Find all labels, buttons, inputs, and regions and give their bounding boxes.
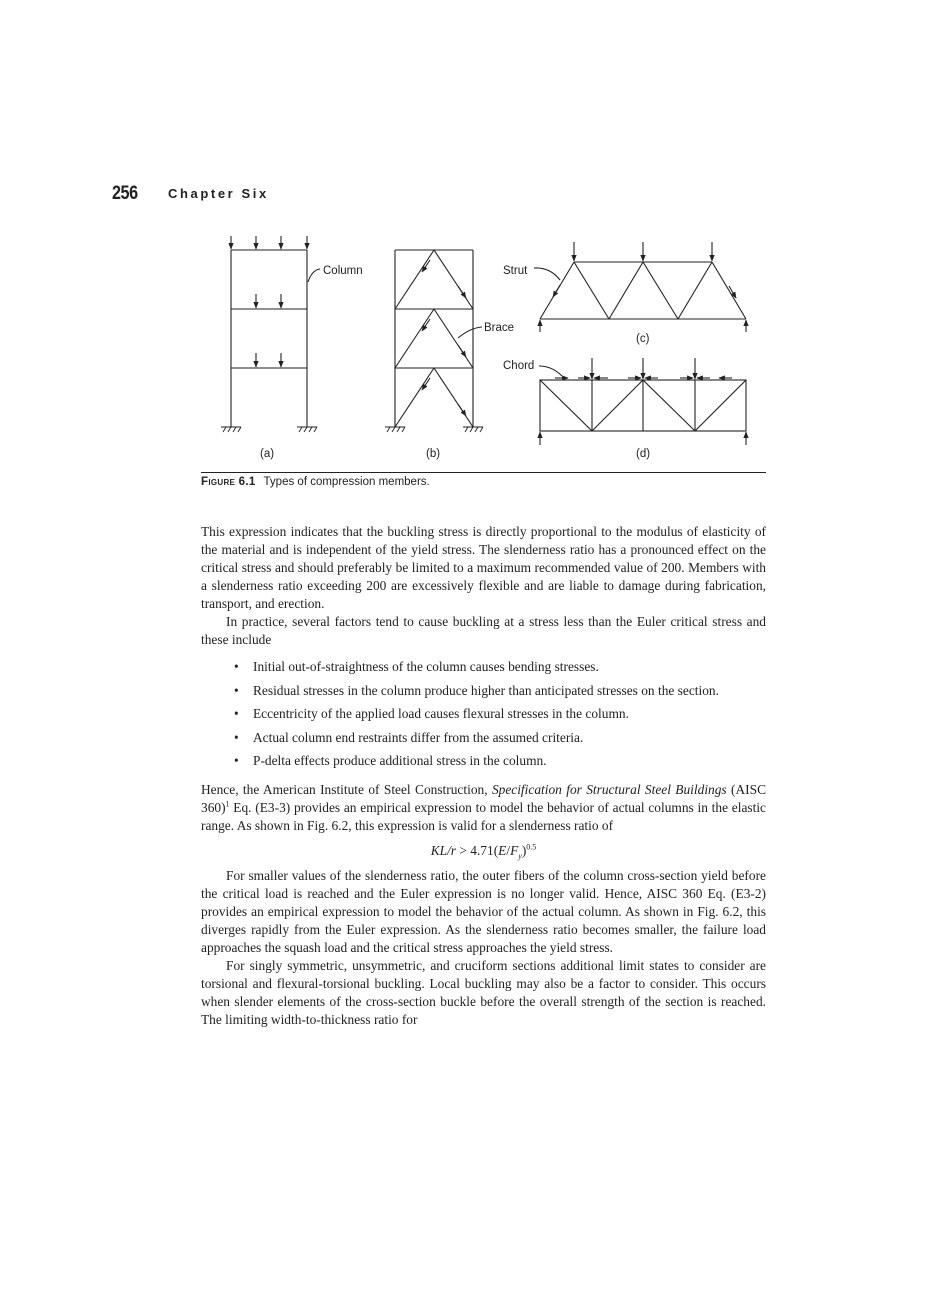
eq-slash: / bbox=[506, 843, 511, 858]
caption-rule bbox=[201, 472, 766, 473]
paragraph-5: For singly symmetric, unsymmetric, and cruciform sections additional limit states to consider are torsional and flexural-torsional buckling. Local buckling may also be a factor to consider. This occurs when slender elements of the cross-section buckle before the overall strength of the section is reached. The limiting width-to-thickness ratio for bbox=[201, 958, 766, 1027]
caption-label: Figure 6.1 bbox=[201, 476, 256, 488]
figure-caption bbox=[201, 476, 430, 488]
frame-a bbox=[221, 236, 320, 432]
eq-sub: y bbox=[518, 851, 522, 861]
figure-compression-members bbox=[200, 230, 770, 470]
p3-text-mid: (AISC 360) bbox=[201, 782, 766, 815]
label-strut: Strut bbox=[503, 265, 528, 277]
panel-label-c: (c) bbox=[636, 333, 650, 345]
bullet-list bbox=[201, 658, 766, 770]
panel-label-a: (a) bbox=[260, 448, 275, 460]
paragraph-3 bbox=[201, 781, 766, 835]
label-brace: Brace bbox=[484, 322, 515, 334]
panel-label-d: (d) bbox=[636, 448, 651, 460]
footnote-ref: 1 bbox=[225, 799, 230, 809]
paragraph-2: In practice, several factors tend to cause buckling at a stress less than the Euler critical stress and these include bbox=[201, 614, 766, 647]
chapter-title: Chapter Six bbox=[168, 186, 269, 201]
panel-label-b: (b) bbox=[426, 448, 441, 460]
frame-b bbox=[385, 250, 483, 432]
paragraph-4: For smaller values of the slenderness ratio, the outer fibers of the column cross-section yield before the critical load is reached and the Euler expression is no longer valid. Hence, AISC 360 Eq. (E3-2) provides an empirical expression to model the behavior of the actual column. As shown in Fig. 6.2, this diverges rapidly from the Euler expression. As the slenderness ratio becomes smaller, the failure load approaches the squash load and the critical stress approaches the yield stress. bbox=[201, 868, 766, 955]
eq-op: > 4.71( bbox=[456, 843, 499, 858]
eq-close: ) bbox=[521, 843, 527, 858]
list-item: • Actual column end restraints differ from the assumed criteria. bbox=[201, 729, 766, 747]
list-item: • Initial out-of-straightness of the column causes bending stresses. bbox=[201, 658, 766, 676]
label-chord: Chord bbox=[503, 360, 535, 372]
label-column: Column bbox=[323, 265, 363, 277]
truss-c bbox=[534, 242, 746, 332]
page-number: 256 bbox=[112, 183, 138, 204]
paragraph-1: This expression indicates that the buckling stress is directly proportional to the modulus of elasticity of the material and is independent of the yield stress. The slenderness ratio has a pronounced effect on the critical stress and should preferably be limited to a maximum recommended value of 200. Members with a slenderness ratio exceeding 200 are excessively flexible and are liable to damage during fabrication, transport, and erection. bbox=[201, 524, 766, 611]
list-item: • P-delta effects produce additional stress in the column. bbox=[201, 752, 766, 770]
eq-lhs: KL/r bbox=[430, 843, 457, 858]
caption-text: Types of compression members. bbox=[263, 476, 430, 488]
eq-f: F bbox=[510, 843, 519, 858]
body-text bbox=[201, 523, 766, 1029]
eq-exp: 0.5 bbox=[526, 842, 537, 852]
p3-citation-title: Specification for Structural Steel Buildings bbox=[491, 782, 727, 797]
equation-slenderness bbox=[201, 842, 766, 860]
truss-d bbox=[539, 358, 746, 445]
p3-text-pre: Hence, the American Institute of Steel Construction, bbox=[201, 782, 492, 797]
list-item: • Eccentricity of the applied load causes flexural stresses in the column. bbox=[201, 705, 766, 723]
p3-text-post: Eq. (E3-3) provides an empirical expression to model the behavior of actual columns in the elastic range. As shown in Fig. 6.2, this expression is valid for a slenderness ratio of bbox=[201, 800, 766, 833]
eq-e: E bbox=[498, 843, 507, 858]
list-item: • Residual stresses in the column produce higher than anticipated stresses on the section. bbox=[201, 682, 766, 700]
